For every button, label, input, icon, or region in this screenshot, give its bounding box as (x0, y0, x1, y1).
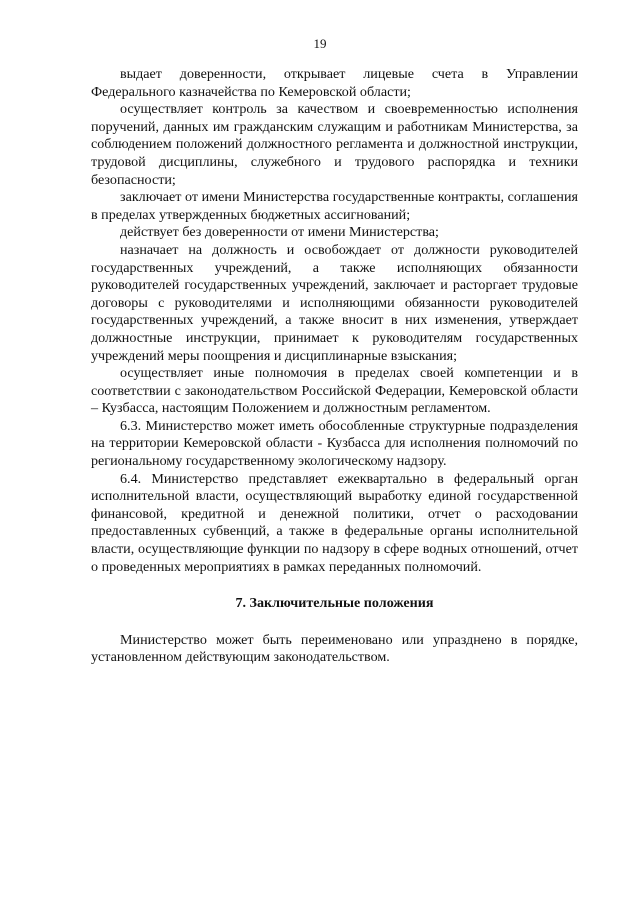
paragraph-6-3: 6.3. Министерство может иметь обособленные структурные подразделения на территории Кемеровской области - Кузбасса для исполнения полномочий по региональному государственному экологическому надзору. (91, 417, 578, 470)
paragraph-contracts: заключает от имени Министерства государственные контракты, соглашения в пределах утвержденных бюджетных ассигнований; (91, 189, 578, 223)
paragraph-powers-attorney: выдает доверенности, открывает лицевые счета в Управлении Федерального казначейства по Кемеровской области; (91, 66, 578, 100)
page-number: 19 (313, 36, 327, 51)
paragraph-control: осуществляет контроль за качеством и своевременностью исполнения поручений, данных им гражданским служащим и работникам Министерства, за соблюдением положений должностного регламента и должностной инструкции, трудовой дисциплины, служебного и трудового распорядка и техники безопасности; (91, 101, 578, 188)
paragraph-appointments: назначает на должность и освобождает от должности руководителей государственных учреждений, а также исполняющих обязанности руководителей государственных учреждений, заключает и расторгает трудовые договоры с руководителями и исполняющими обязанности руководителей государственных учреждений, а также вносит в них изменения, утверждает должностные инструкции, принимает к руководителям государственных учреждений меры поощрения и дисциплинарные взыскания; (91, 241, 578, 364)
section-7-heading: 7. Заключительные положения (235, 595, 434, 612)
paragraph-other-powers: осуществляет иные полномочия в пределах своей компетенции и в соответствии с законодательством Российской Федерации, Кемеровской области – Кузбасса, настоящим Положением и должностным регламентом. (91, 365, 578, 417)
paragraph-7-final: Министерство может быть переименовано или упразднено в порядке, установленном действующим законодательством. (91, 631, 578, 666)
paragraph-6-4: 6.4. Министерство представляет ежеквартально в федеральный орган исполнительной власти, осуществляющий выработку единой государственной финансовой, кредитной и денежной политики, отчет о расходовании предоставленных субвенций, а также в федеральные органы исполнительной власти, осуществляющие функции по надзору в сфере водных отношений, отчет о проведенных мероприятиях в рамках переданных полномочий. (91, 470, 578, 575)
paragraph-acts-without-attorney: действует без доверенности от имени Министерства; (120, 224, 439, 241)
document-body (91, 66, 578, 667)
